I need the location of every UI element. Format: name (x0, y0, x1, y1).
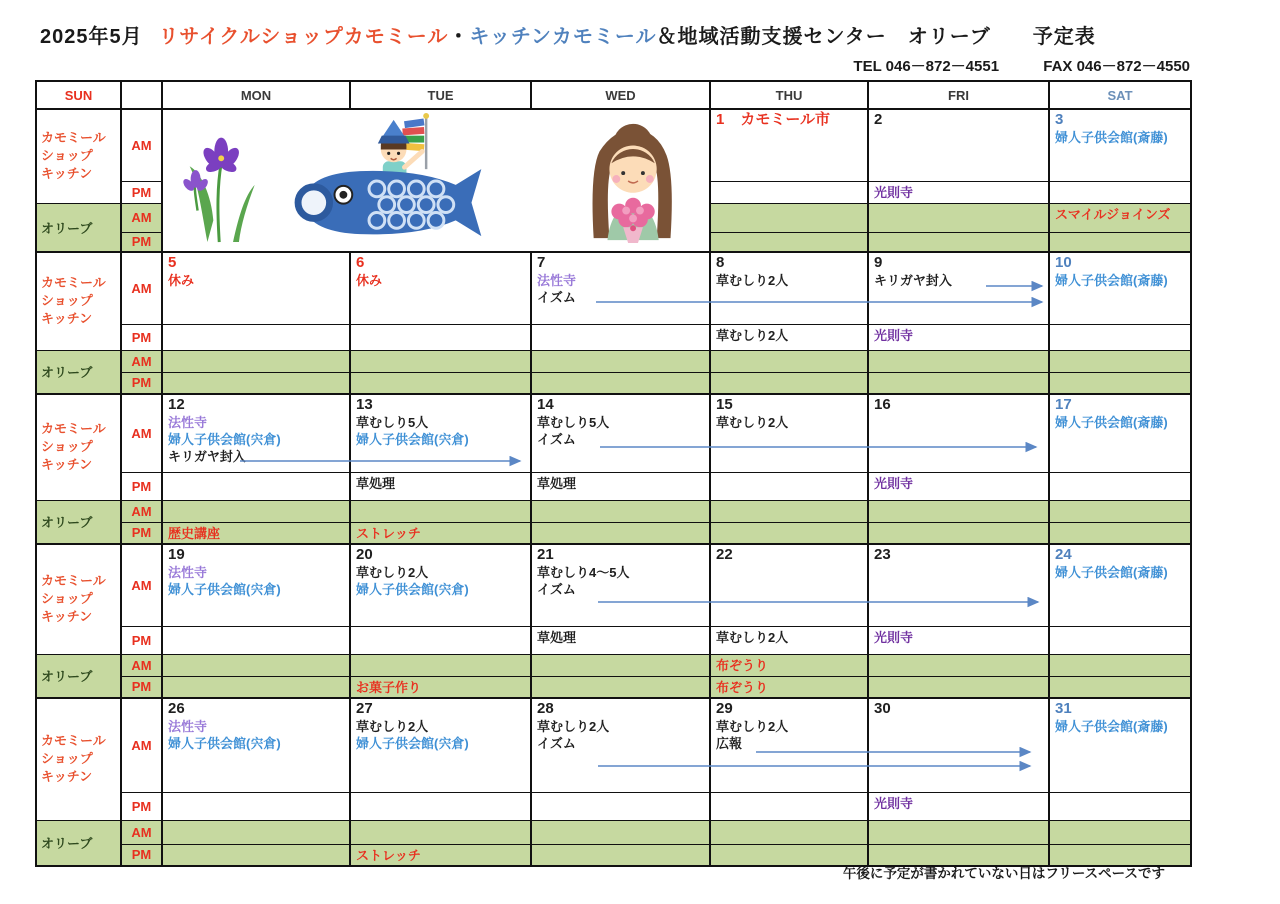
title-recycle-shop: リサイクルショップカモミール (158, 26, 449, 48)
day-cell-pm (868, 792, 1049, 820)
event-text: スマイルジョインズ (1055, 206, 1171, 222)
day-number-line (356, 700, 526, 717)
day-cell-am (350, 544, 531, 626)
event-text: 草むしり2人 (537, 719, 610, 734)
day-cell-pm (710, 472, 868, 500)
pm-label: PM (121, 324, 162, 350)
event-text: 草処理 (537, 629, 577, 645)
day-number-line (168, 546, 345, 563)
day-number-line (716, 111, 863, 128)
event-text: 布ぞうり (716, 657, 769, 673)
day-cell-am (350, 394, 531, 472)
event-text: 婦人子供会館(宍倉) (168, 432, 281, 447)
am-label: AM (121, 544, 162, 626)
day-number: 3 (1055, 111, 1064, 128)
am-label: AM (121, 109, 162, 181)
day-number-line (168, 700, 345, 717)
event-text: 光則寺 (874, 327, 914, 343)
event-text: 婦人子供会館(宍倉) (168, 736, 281, 751)
day-number: 20 (356, 546, 373, 563)
row-label-chamomile-shop-kitchen (36, 394, 121, 500)
day-cell-am (710, 109, 868, 181)
day-number: 10 (1055, 254, 1072, 271)
day-cell-am (710, 394, 868, 472)
event-text: 草むしり2人 (716, 629, 789, 645)
week-3-am-row (36, 394, 1191, 472)
event-text: 法性寺 (168, 565, 208, 580)
label-line: ショップ (41, 148, 93, 164)
event-text: 光則寺 (874, 629, 914, 645)
label-line: カモミール (41, 420, 106, 436)
event-text: 婦人子供会館(斎藤) (1055, 719, 1168, 734)
olive-cell-am (531, 350, 710, 372)
col-header-mon: MON (162, 81, 350, 109)
event-text: 婦人子供会館(斎藤) (1055, 415, 1168, 430)
page-title (40, 20, 1096, 49)
event-text: イズム (537, 432, 576, 447)
koinobori-boy-icon (298, 113, 481, 236)
am-label: AM (121, 820, 162, 844)
event-text: 婦人子供会館(斎藤) (1055, 273, 1168, 288)
day-number-line (716, 546, 863, 563)
label-line: キッチン (41, 769, 93, 785)
event-text: 草むしり2人 (716, 719, 789, 734)
day-cell-pm (710, 324, 868, 350)
event-text: 法性寺 (168, 719, 208, 734)
col-header-thu: THU (710, 81, 868, 109)
olive-cell-pm (531, 522, 710, 544)
event-text: 婦人子供会館(斎藤) (1055, 130, 1168, 145)
olive-cell-pm (1049, 676, 1191, 698)
olive-cell-pm (1049, 232, 1191, 252)
day-number: 31 (1055, 700, 1072, 717)
day-number-line (356, 396, 526, 413)
day-cell-am (868, 544, 1049, 626)
day-number-line (168, 254, 345, 271)
day-cell-am (868, 394, 1049, 472)
olive-cell-am (868, 350, 1049, 372)
event-text: 草むしり5人 (356, 415, 429, 430)
event-text: 法性寺 (168, 415, 208, 430)
event-text: 草むしり4～5人 (537, 565, 630, 580)
olive-cell-pm (162, 676, 350, 698)
day-cell-pm (162, 792, 350, 820)
day-cell-am (1049, 698, 1191, 792)
day-cell-pm (868, 626, 1049, 654)
day-number: 17 (1055, 396, 1072, 413)
event-text: 草処理 (537, 475, 577, 491)
olive-cell-pm (162, 844, 350, 866)
event-text: 婦人子供会館(宍倉) (356, 432, 469, 447)
event-text: 布ぞうり (716, 679, 769, 695)
event-text: 草むしり2人 (356, 719, 429, 734)
week-4-olive-pm-row (36, 676, 1191, 698)
contact-info (853, 55, 1190, 76)
week-5-olive-am-row (36, 820, 1191, 844)
pm-label: PM (121, 472, 162, 500)
label-line: カモミール (41, 732, 106, 748)
olive-cell-am (868, 500, 1049, 522)
day-cell-pm (710, 181, 868, 203)
event-text: ストレッチ (356, 525, 421, 541)
day-cell-am (1049, 109, 1191, 181)
olive-cell-am (350, 500, 531, 522)
day-number: 14 (537, 396, 554, 413)
day-number-line (1055, 396, 1186, 413)
olive-cell-am (710, 350, 868, 372)
event-text: キリガヤ封入 (874, 273, 952, 288)
row-label-olive: オリーブ (36, 654, 121, 698)
am-label: AM (121, 654, 162, 676)
day-cell-pm (1049, 181, 1191, 203)
title-separator: ・ (448, 26, 470, 48)
day-number: 22 (716, 546, 733, 563)
olive-cell-am (350, 350, 531, 372)
day-number-line (716, 254, 863, 271)
week-2-pm-row (36, 324, 1191, 350)
olive-cell-am (868, 820, 1049, 844)
day-number: 15 (716, 396, 733, 413)
day-number: 13 (356, 396, 373, 413)
olive-cell-am (350, 820, 531, 844)
day-number: 16 (874, 396, 891, 413)
day-cell-pm (350, 626, 531, 654)
day-cell-am (1049, 544, 1191, 626)
pm-label: PM (121, 626, 162, 654)
day-cell-pm (531, 626, 710, 654)
day-number-line (1055, 700, 1186, 717)
am-label: AM (121, 500, 162, 522)
olive-cell-am (350, 654, 531, 676)
olive-cell-pm (162, 522, 350, 544)
week-3-pm-row (36, 472, 1191, 500)
olive-cell-am (710, 654, 868, 676)
olive-cell-am (162, 820, 350, 844)
day-number-line (716, 700, 863, 717)
day-number-line (874, 546, 1044, 563)
day-cell-am (531, 252, 710, 324)
day-number-line (356, 254, 526, 271)
week-2-am-row (36, 252, 1191, 324)
event-text: イズム (537, 582, 576, 597)
day-cell-am (868, 109, 1049, 181)
tel-number: TEL 046－872－4551 (853, 58, 1000, 75)
label-line: カモミール (41, 129, 106, 145)
olive-cell-pm (868, 232, 1049, 252)
day-cell-pm (868, 324, 1049, 350)
olive-cell-pm (531, 372, 710, 394)
olive-cell-am (531, 820, 710, 844)
day-cell-am (868, 698, 1049, 792)
am-label: AM (121, 394, 162, 472)
seasonal-illustration (165, 112, 707, 246)
day-cell-pm (710, 792, 868, 820)
olive-cell-am (868, 654, 1049, 676)
day-number: 29 (716, 700, 733, 717)
day-number: 24 (1055, 546, 1072, 563)
day-number: 6 (356, 254, 365, 271)
day-cell-am (162, 698, 350, 792)
label-line: カモミール (41, 572, 106, 588)
day-cell-pm (350, 472, 531, 500)
day-cell-pm (1049, 472, 1191, 500)
day-number-line (874, 254, 1044, 271)
woman-carnation-icon (593, 124, 672, 243)
olive-cell-pm (531, 844, 710, 866)
day-number: 27 (356, 700, 373, 717)
day-cell-am (350, 698, 531, 792)
label-line: キッチン (41, 166, 93, 182)
week-4-olive-am-row (36, 654, 1191, 676)
olive-cell-pm (162, 372, 350, 394)
iris-flowers-icon (181, 138, 254, 242)
olive-cell-am (1049, 350, 1191, 372)
pm-label: PM (121, 676, 162, 698)
day-cell-am (531, 544, 710, 626)
day-cell-am (710, 544, 868, 626)
label-line: ショップ (41, 293, 93, 309)
day-number-line (874, 111, 1044, 128)
olive-cell-pm (350, 844, 531, 866)
am-label: AM (121, 350, 162, 372)
event-text: お菓子作り (356, 679, 422, 695)
week-3-olive-pm-row (36, 522, 1191, 544)
weekday-header-row (36, 81, 1191, 109)
olive-cell-pm (710, 372, 868, 394)
olive-cell-am (1049, 820, 1191, 844)
day-number-line (537, 254, 705, 271)
event-text: 光則寺 (874, 795, 914, 811)
label-line: キッチン (41, 311, 93, 327)
event-text: 休み (356, 273, 383, 288)
col-header-tue: TUE (350, 81, 531, 109)
event-text: 草むしり2人 (716, 273, 789, 288)
day-cell-pm (531, 324, 710, 350)
day-number: 2 (874, 111, 883, 128)
day-cell-pm (868, 472, 1049, 500)
day-number-line (1055, 111, 1186, 128)
olive-cell-am (710, 500, 868, 522)
day-number-line (537, 546, 705, 563)
olive-cell-pm (1049, 522, 1191, 544)
label-line: ショップ (41, 439, 93, 455)
day-number: 1 (716, 111, 725, 128)
olive-cell-pm (868, 676, 1049, 698)
day-cell-am (1049, 394, 1191, 472)
olive-cell-pm (868, 522, 1049, 544)
day-cell-pm (868, 181, 1049, 203)
day-number: 9 (874, 254, 883, 271)
pm-label: PM (121, 844, 162, 866)
schedule-table (35, 80, 1192, 867)
olive-cell-am (162, 654, 350, 676)
day-number: 5 (168, 254, 177, 271)
label-line: ショップ (41, 591, 93, 607)
title-kitchen: キッチンカモミール (469, 26, 657, 48)
day-number-line (874, 700, 1044, 717)
pm-label: PM (121, 522, 162, 544)
olive-cell-am (531, 654, 710, 676)
week-3-olive-am-row (36, 500, 1191, 522)
row-label-olive: オリーブ (36, 500, 121, 544)
event-text: 婦人子供会館(斎藤) (1055, 565, 1168, 580)
olive-cell-am (1049, 654, 1191, 676)
row-label-chamomile-shop-kitchen (36, 544, 121, 654)
olive-cell-am (868, 203, 1049, 232)
fax-number: FAX 046－872－4550 (1043, 58, 1190, 75)
day-cell-pm (350, 324, 531, 350)
day-number: 28 (537, 700, 554, 717)
olive-cell-pm (350, 372, 531, 394)
day-number-line (716, 396, 863, 413)
day-number: 8 (716, 254, 725, 271)
pm-label: PM (121, 792, 162, 820)
pm-label: PM (121, 372, 162, 394)
olive-cell-am (162, 350, 350, 372)
title-center-olive: ＆地域活動支援センター オリーブ 予定表 (656, 26, 1096, 48)
day-number-line (1055, 254, 1186, 271)
event-text: 歴史講座 (168, 525, 221, 541)
col-header-sun: SUN (36, 81, 121, 109)
event-text: キリガヤ封入 (168, 449, 246, 464)
day-number-line (537, 700, 705, 717)
day-number: 23 (874, 546, 891, 563)
day-cell-pm (710, 626, 868, 654)
week-5-am-row (36, 698, 1191, 792)
day-number: 12 (168, 396, 185, 413)
day-cell-pm (162, 472, 350, 500)
day-number: 7 (537, 254, 546, 271)
day-cell-pm (1049, 324, 1191, 350)
day-number: 21 (537, 546, 554, 563)
week-1-am-row (36, 109, 1191, 181)
event-text: 草むしり2人 (716, 415, 789, 430)
olive-cell-pm (868, 372, 1049, 394)
week-4-pm-row (36, 626, 1191, 654)
event-text: 婦人子供会館(宍倉) (356, 736, 469, 751)
week-2-olive-pm-row (36, 372, 1191, 394)
olive-cell-pm (531, 676, 710, 698)
day-cell-pm (1049, 626, 1191, 654)
day-cell-pm (531, 472, 710, 500)
day-cell-am (710, 252, 868, 324)
day-number-line (168, 396, 345, 413)
day-number: 26 (168, 700, 185, 717)
row-label-olive: オリーブ (36, 350, 121, 394)
olive-cell-am (1049, 203, 1191, 232)
event-text: 草むしり2人 (356, 565, 429, 580)
day-number-line (537, 396, 705, 413)
row-label-olive: オリーブ (36, 820, 121, 866)
day-number-line (356, 546, 526, 563)
col-header-blank (121, 81, 162, 109)
event-text: 休み (168, 273, 195, 288)
event-text: 法性寺 (537, 273, 577, 288)
day-number: 19 (168, 546, 185, 563)
day-number: 30 (874, 700, 891, 717)
row-label-olive: オリーブ (36, 203, 121, 252)
seasonal-illustration-cell (162, 109, 710, 252)
row-label-chamomile-shop-kitchen (36, 698, 121, 820)
event-text: イズム (537, 290, 576, 305)
calendar-body (36, 109, 1191, 866)
olive-cell-am (710, 203, 868, 232)
am-label: AM (121, 252, 162, 324)
row-label-chamomile-shop-kitchen (36, 109, 121, 203)
label-line: キッチン (41, 457, 93, 473)
day-cell-am (162, 252, 350, 324)
col-header-wed: WED (531, 81, 710, 109)
day-cell-am (531, 394, 710, 472)
event-text: ストレッチ (356, 847, 421, 863)
event-text: 草処理 (356, 475, 396, 491)
event-text: イズム (537, 736, 576, 751)
week-4-am-row (36, 544, 1191, 626)
event-text: 婦人子供会館(宍倉) (356, 582, 469, 597)
row-label-chamomile-shop-kitchen (36, 252, 121, 350)
day-cell-pm (162, 626, 350, 654)
label-line: キッチン (41, 609, 93, 625)
olive-cell-pm (350, 676, 531, 698)
day-cell-pm (350, 792, 531, 820)
olive-cell-pm (1049, 372, 1191, 394)
event-text: 草むしり2人 (716, 327, 789, 343)
label-line: ショップ (41, 751, 93, 767)
day-number-line (1055, 546, 1186, 563)
col-header-fri: FRI (868, 81, 1049, 109)
day-cell-am (162, 394, 350, 472)
olive-cell-pm (350, 522, 531, 544)
event-text: 草むしり5人 (537, 415, 610, 430)
pm-label: PM (121, 181, 162, 203)
day-cell-pm (531, 792, 710, 820)
day-cell-am (531, 698, 710, 792)
day-cell-pm (162, 324, 350, 350)
pm-label: PM (121, 232, 162, 252)
am-label: AM (121, 203, 162, 232)
day-cell-am (710, 698, 868, 792)
day-cell-am (868, 252, 1049, 324)
day-cell-pm (1049, 792, 1191, 820)
olive-cell-am (1049, 500, 1191, 522)
col-header-sat: SAT (1049, 81, 1191, 109)
event-text: 広報 (716, 736, 743, 751)
olive-cell-am (162, 500, 350, 522)
event-text: 婦人子供会館(宍倉) (168, 582, 281, 597)
week-5-pm-row (36, 792, 1191, 820)
am-label: AM (121, 698, 162, 792)
olive-cell-pm (710, 232, 868, 252)
footer-note: 午後に予定が書かれていない日はフリースペースです (842, 866, 1165, 881)
olive-cell-pm (710, 676, 868, 698)
event-text: 光則寺 (874, 475, 914, 491)
day-number-line (874, 396, 1044, 413)
olive-cell-am (531, 500, 710, 522)
day-cell-am (1049, 252, 1191, 324)
event-text: 光則寺 (874, 184, 914, 200)
week-2-olive-am-row (36, 350, 1191, 372)
day-event-title: カモミール市 (740, 111, 831, 128)
title-month: 2025年5月 (40, 26, 143, 48)
olive-cell-am (710, 820, 868, 844)
olive-cell-pm (710, 522, 868, 544)
day-cell-am (162, 544, 350, 626)
label-line: カモミール (41, 274, 106, 290)
day-cell-am (350, 252, 531, 324)
